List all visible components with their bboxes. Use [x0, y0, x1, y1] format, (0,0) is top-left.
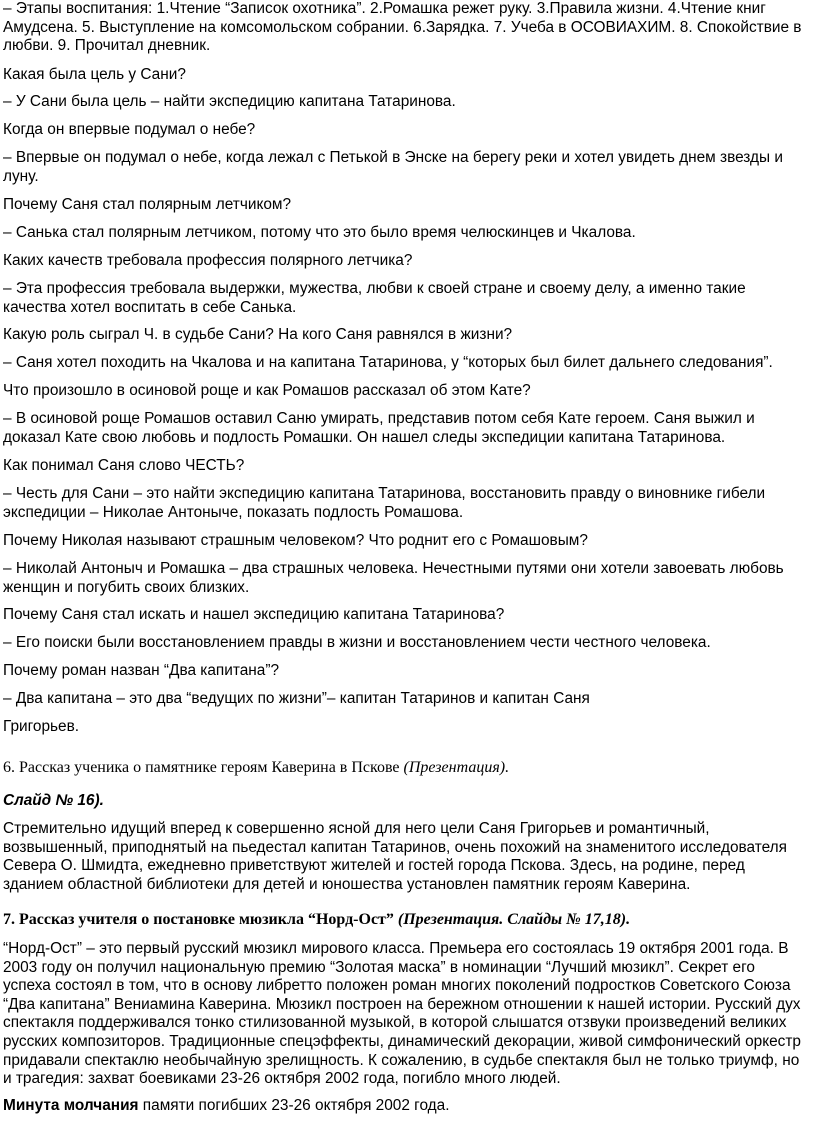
question-9: Почему Саня стал искать и нашел экспедицию капитана Татаринова? [3, 606, 505, 623]
closing-rest: памяти погибших 23-26 октября 2002 года. [138, 1097, 450, 1114]
answer-2: – Впервые он подумал о небе, когда лежал с Петькой в Энске на берегу реки и хотел увидеть днем звезды и луну. [3, 149, 783, 185]
section-6-note: (Презентация). [403, 759, 510, 776]
section-7-title: 7. Рассказ учителя о постановке мюзикла “Норд-Ост” [3, 911, 394, 928]
answer-3: – Санька стал полярным летчиком, потому что это было время челюскинцев и Чкалова. [3, 224, 636, 241]
answer-7: – Честь для Сани – это найти экспедицию капитана Татаринова, восстановить правду о виновнике гибели экспедиции – Николае Антоныче, показать подлость Ромашова. [3, 485, 766, 521]
answer-9: – Его поиски были восстановлением правды в жизни и восстановлением чести честного человека. [3, 634, 711, 651]
question-5: Какую роль сыграл Ч. в судьбе Сани? На кого Саня равнялся в жизни? [3, 326, 513, 343]
section-7-text: “Норд-Ост” – это первый русский мюзикл мирового класса. Премьера его состоялась 19 октября 2001 года. В 2003 году он получил национальную премию “Золотая маска” в номинации “Лучший мюзикл”. Секрет его успеха состоял в том, что в основу либретто положен роман многих поколений подростков Советского Союза “Два капитана” Вениамина Каверина. Мюзикл построен на бережном отношении к нашей истории. Русский дух спектакля поддерживался тонко стилизованной музыкой, в которой слышатся отзвуки произведений великих русских композиторов. Традиционные спецэффекты, динамический декорации, живой симфонический оркестр придавали спектаклю необычайную зрелищность. К сожалению, в судьбе спектакля был не только триумф, но и трагедия: захват боевиками 23-26 октября 2002 года, погибло много людей. [3, 940, 801, 1088]
question-4: Каких качеств требовала профессия полярного летчика? [3, 252, 413, 269]
answer-1: – У Сани была цель – найти экспедицию капитана Татаринова. [3, 93, 456, 110]
question-7: Как понимал Саня слово ЧЕСТЬ? [3, 457, 245, 474]
answer-10-tail: Григорьев. [3, 718, 80, 735]
section-7-heading [3, 911, 630, 930]
minute-of-silence: Минута молчания [3, 1097, 139, 1114]
education-stages: – Этапы воспитания: 1.Чтение “Записок охотника”. 2.Ромашка режет руку. 3.Правила жизни. 4.Чтение книг Амудсена. 5. Выступление на комсомольском собрании. 6.Зарядка. 7. Учеба в ОСОВИАХИМ. 8. Спокойствие в любви. 9. Прочитал дневник. [3, 0, 802, 55]
question-6: Что произошло в осиновой роще и как Ромашов рассказал об этом Кате? [3, 382, 531, 399]
answer-4: – Эта профессия требовала выдержки, мужества, любви к своей стране и своему делу, а именно такие качества хотел воспитать в себе Санька. [3, 280, 746, 316]
answer-10: – Два капитана – это два “ведущих по жизни”– капитан Татаринов и капитан Саня [3, 690, 590, 707]
closing-line [3, 1097, 450, 1116]
section-6-heading [3, 759, 509, 778]
question-3: Почему Саня стал полярным летчиком? [3, 196, 292, 213]
question-8: Почему Николая называют страшным человеком? Что роднит его с Ромашовым? [3, 532, 588, 549]
section-6-text: Стремительно идущий вперед к совершенно ясной для него цели Саня Григорьев и романтичный, возвышенный, приподнятый на пьедестал капитан Татаринов, очень похожий на знаменитого исследователя Севера О. Шмидта, ежедневно приветствуют жителей и гостей города Пскова. Здесь, на родине, перед зданием областной библиотеки для детей и юношества установлен памятник героям Каверина. [3, 820, 787, 893]
slide-16-label: Слайд № 16). [3, 792, 104, 809]
question-2: Когда он впервые подумал о небе? [3, 121, 256, 138]
section-6-title: 6. Рассказ ученика о памятнике героям Каверина в Пскове [3, 759, 400, 776]
question-10: Почему роман назван “Два капитана”? [3, 662, 280, 679]
answer-6: – В осиновой роще Ромашов оставил Саню умирать, представив потом себя Кате героем. Саня выжил и доказал Кате свою любовь и подлость Ромашки. Он нашел следы экспедиции капитана Татаринова. [3, 410, 755, 446]
section-7-note: (Презентация. Слайды № 17,18). [397, 911, 631, 928]
answer-8: – Николай Антоныч и Ромашка – два страшных человека. Нечестными путями они хотели завоевать любовь женщин и погубить своих близких. [3, 560, 784, 596]
answer-5: – Саня хотел походить на Чкалова и на капитана Татаринова, у “которых был билет дальнего следования”. [3, 354, 773, 371]
question-1: Какая была цель у Сани? [3, 66, 186, 83]
